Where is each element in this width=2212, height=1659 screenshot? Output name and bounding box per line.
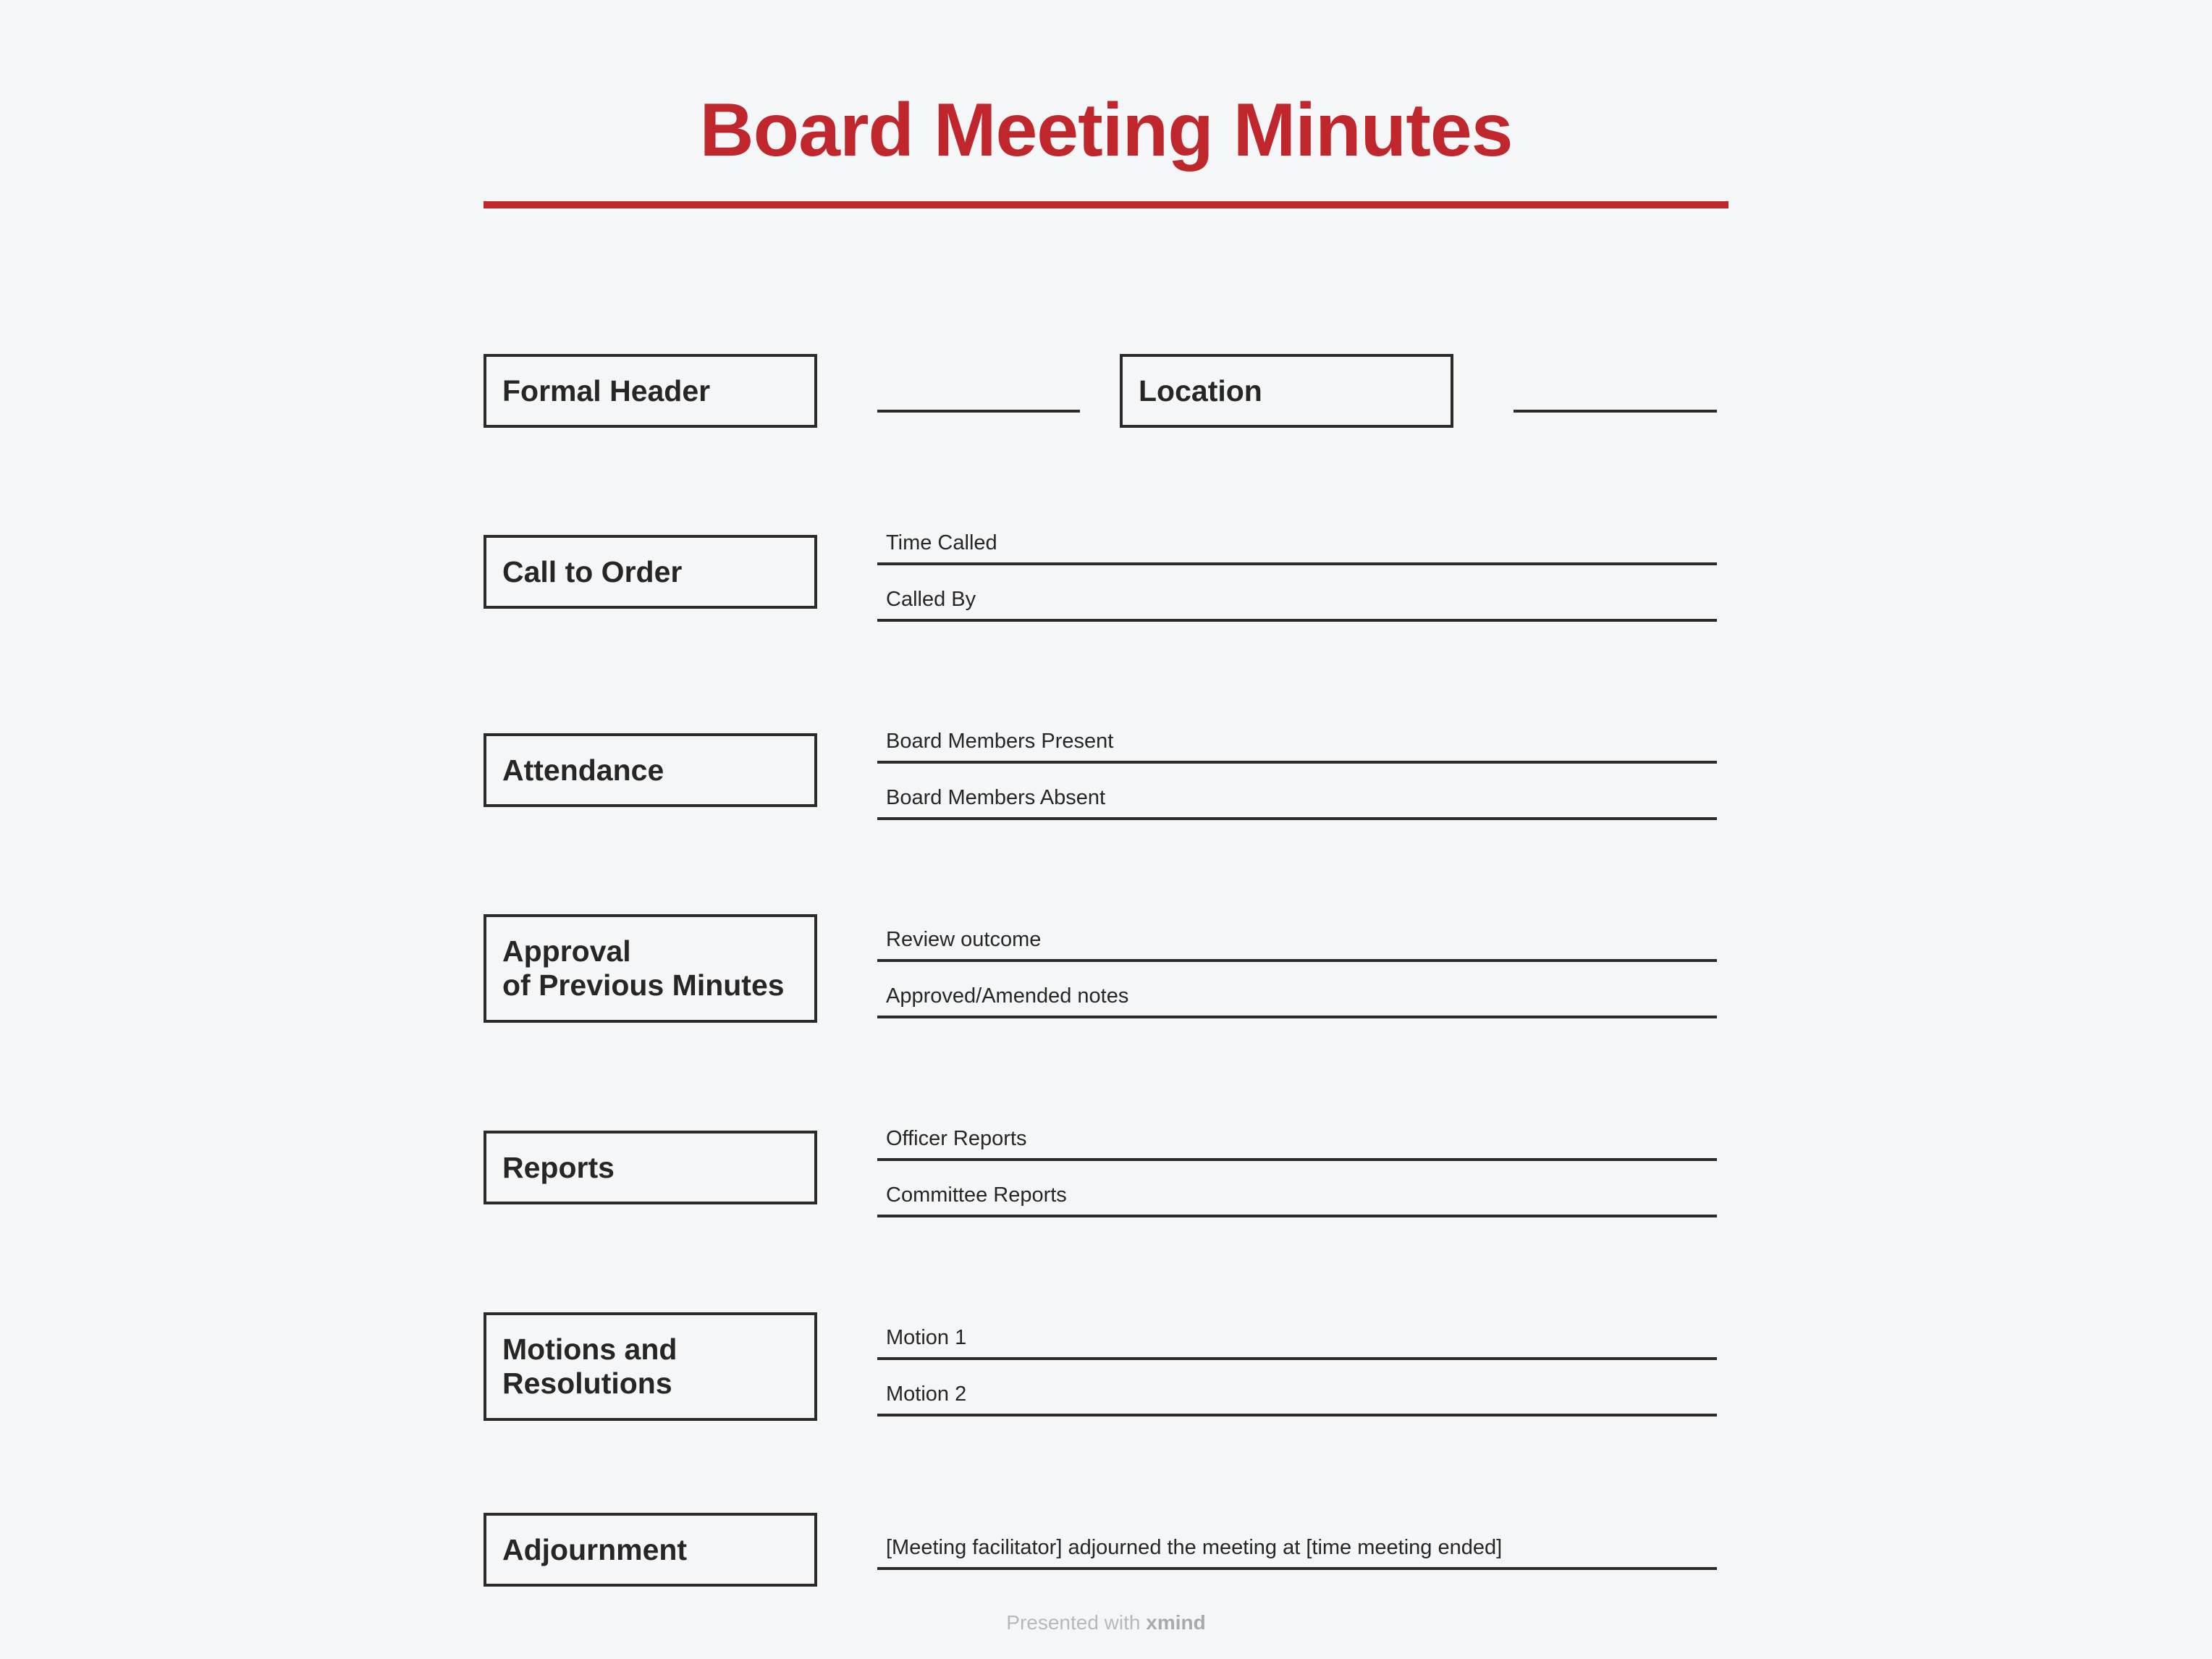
page-title: Board Meeting Minutes <box>699 88 1513 172</box>
called-by-line[interactable] <box>877 619 1717 622</box>
motion-2-line[interactable] <box>877 1414 1717 1417</box>
review-outcome-label: Review outcome <box>886 928 1042 951</box>
reports-box: Reports <box>484 1131 817 1204</box>
motion-1-label: Motion 1 <box>886 1326 967 1349</box>
officer-reports-label: Officer Reports <box>886 1127 1027 1150</box>
adjournment-statement-label: [Meeting facilitator] adjourned the meeting at [time meeting ended] <box>886 1536 1503 1559</box>
adjournment-line[interactable] <box>877 1567 1717 1570</box>
location-box: Location <box>1120 354 1453 428</box>
called-by-label: Called By <box>886 588 976 611</box>
time-called-line[interactable] <box>877 562 1717 565</box>
call-to-order-box: Call to Order <box>484 535 817 609</box>
board-members-absent-label: Board Members Absent <box>886 786 1106 809</box>
attendance-box: Attendance <box>484 733 817 807</box>
motion-1-line[interactable] <box>877 1357 1717 1360</box>
xmind-brand: xmind <box>1146 1611 1206 1634</box>
formal-header-box: Formal Header <box>484 354 817 428</box>
review-outcome-line[interactable] <box>877 959 1717 962</box>
approved-amended-notes-line[interactable] <box>877 1016 1717 1018</box>
adjournment-box: Adjournment <box>484 1513 817 1587</box>
board-members-absent-line[interactable] <box>877 817 1717 820</box>
officer-reports-line[interactable] <box>877 1158 1717 1161</box>
motion-2-label: Motion 2 <box>886 1382 967 1406</box>
time-called-label: Time Called <box>886 531 997 554</box>
footer-prefix: Presented with <box>1006 1611 1147 1634</box>
formal-header-blank-line[interactable] <box>877 410 1080 413</box>
motions-box: Motions and Resolutions <box>484 1312 817 1421</box>
board-members-present-line[interactable] <box>877 761 1717 764</box>
presented-with-footer <box>0 1611 2212 1634</box>
committee-reports-line[interactable] <box>877 1215 1717 1217</box>
board-members-present-label: Board Members Present <box>886 730 1114 753</box>
approved-amended-notes-label: Approved/Amended notes <box>886 984 1129 1008</box>
location-blank-line[interactable] <box>1514 410 1717 413</box>
title-underline <box>484 201 1728 208</box>
committee-reports-label: Committee Reports <box>886 1183 1067 1207</box>
approval-box: Approval of Previous Minutes <box>484 914 817 1023</box>
